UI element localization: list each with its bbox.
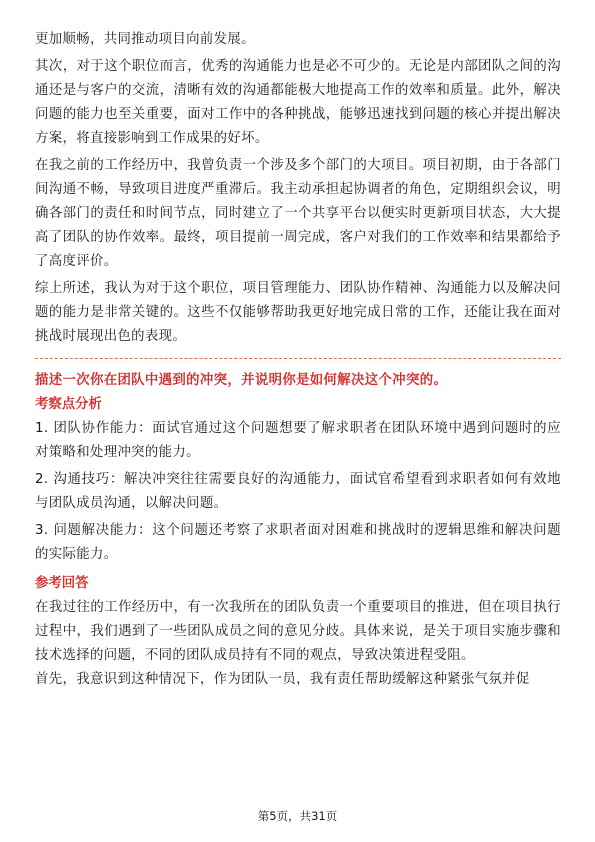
intro-paragraph-4: 综上所述，我认为对于这个职位，项目管理能力、团队协作精神、沟通能力以及解决问题的能力是非常关键的。这些不仅能够帮助我更好地完成日常的工作，还能让我在面对挑战时展现出色的表现。 — [35, 281, 561, 344]
intro-paragraph-2: 其次，对于这个职位而言，优秀的沟通能力也是必不可少的。无论是内部团队之间的沟通还是与客户的交流，清晰有效的沟通都能极大地提高工作的效率和质量。此外，解决问题的能力也至关重要，面对工作中的各种挑战，能够迅速找到问题的核心并提出解决方案，将直接影响到工作成果的好坏。 — [35, 59, 561, 146]
analysis-item-2: 2. 沟通技巧：解决冲突往往需要良好的沟通能力，面试官希望看到求职者如何有效地与团队成员沟通，以解决问题。 — [35, 472, 561, 511]
analysis-item-3: 3. 问题解决能力：这个问题还考察了求职者面对困难和挑战时的逻辑思维和解决问题的实际能力。 — [35, 523, 561, 562]
answer-paragraph-2: 首先，我意识到这种情况下，作为团队一员，我有责任帮助缓解这种紧张气氛并促 — [35, 672, 530, 687]
intro-paragraph-1: 更加顺畅，共同推动项目向前发展。 — [35, 32, 255, 47]
answer-heading: 参考回答 — [35, 576, 89, 591]
intro-paragraph-3: 在我之前的工作经历中，我曾负责一个涉及多个部门的大项目。项目初期，由于各部门间沟通不畅，导致项目进度严重滞后。我主动承担起协调者的角色，定期组织会议，明确各部门的责任和时间节点，同时建立了一个共享平台以便实时更新项目状态，大大提高了团队的协作效率。最终，项目提前一周完成，客户对我们的工作效率和结果都给予了高度评价。 — [35, 158, 561, 269]
section-divider — [35, 358, 561, 359]
answer-paragraph-1: 在我过往的工作经历中，有一次我所在的团队负责一个重要项目的推进，但在项目执行过程中，我们遇到了一些团队成员之间的意见分歧。具体来说，是关于项目实施步骤和技术选择的问题，不同的团队成员持有不同的观点，导致决策进程受阻。 — [35, 600, 561, 663]
page-number-footer: 第5页，共31页 — [257, 809, 338, 823]
analysis-item-1: 1. 团队协作能力：面试官通过这个问题想要了解求职者在团队环境中遇到问题时的应对策略和处理冲突的能力。 — [35, 421, 561, 460]
analysis-heading: 考察点分析 — [35, 397, 102, 412]
interview-question: 描述一次你在团队中遇到的冲突，并说明你是如何解决这个冲突的。 — [35, 373, 448, 388]
document-page — [35, 28, 561, 692]
